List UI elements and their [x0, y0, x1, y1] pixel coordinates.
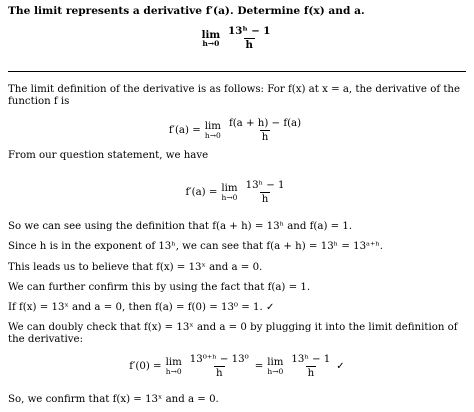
paragraph-exponent: Since h is in the exponent of 13ʰ, we can see that f(a + h) = 13ʰ = 13ᵃ⁺ʰ. — [8, 241, 384, 252]
paragraph-definition: The limit definition of the derivative is as follows: For f(x) at x = a, the derivative of the function f is — [8, 84, 461, 107]
paragraph-identify: So we can see using the definition that f(a + h) = 13ʰ and f(a) = 1. — [8, 221, 353, 232]
problem-title: The limit represents a derivative f′(a). Determine f(x) and a. — [8, 5, 365, 17]
paragraph-conclusion: So, we confirm that f(x) = 13ˣ and a = 0. — [8, 394, 219, 405]
divider — [8, 71, 466, 72]
paragraph-check-2: We can doubly check that f(x) = 13ˣ and a = 0 by plugging it into the limit definition of the derivative: — [8, 322, 458, 345]
paragraph-confirm: We can further confirm this by using the fact that f(a) = 1. — [8, 282, 311, 293]
limit-fraction: $\frac{\text{13ʰ − 1}}{h}$ — [228, 25, 271, 51]
limit-operator: lim h→0 — [201, 28, 221, 48]
paragraph-from-statement: From our question statement, we have — [8, 150, 209, 161]
equation-given-limit: f′(a) = lim h→0 $\frac{\text{13ʰ − 1}}{h}$ — [185, 180, 285, 205]
checkmark-icon: ✓ — [336, 360, 345, 372]
paragraph-belief: This leads us to believe that f(x) = 13ˣ and a = 0. — [8, 262, 263, 273]
paragraph-check-1: If f(x) = 13ˣ and a = 0, then f(a) = f(0) = 13⁰ = 1. ✓ — [8, 302, 275, 313]
equation-derivative-definition: f′(a) = lim h→0 $\frac{f(a + h) - f(a)}{h}$ — [168, 118, 302, 143]
problem-limit-expression — [8, 26, 466, 51]
equation-verification: f′(0) = lim h→0 $\frac{\text{13⁰⁺ʰ − 13⁰}}{h}$ = lim h→0 $\frac{\text{13ʰ − 1}}{h}$ ✓ — [129, 354, 345, 379]
